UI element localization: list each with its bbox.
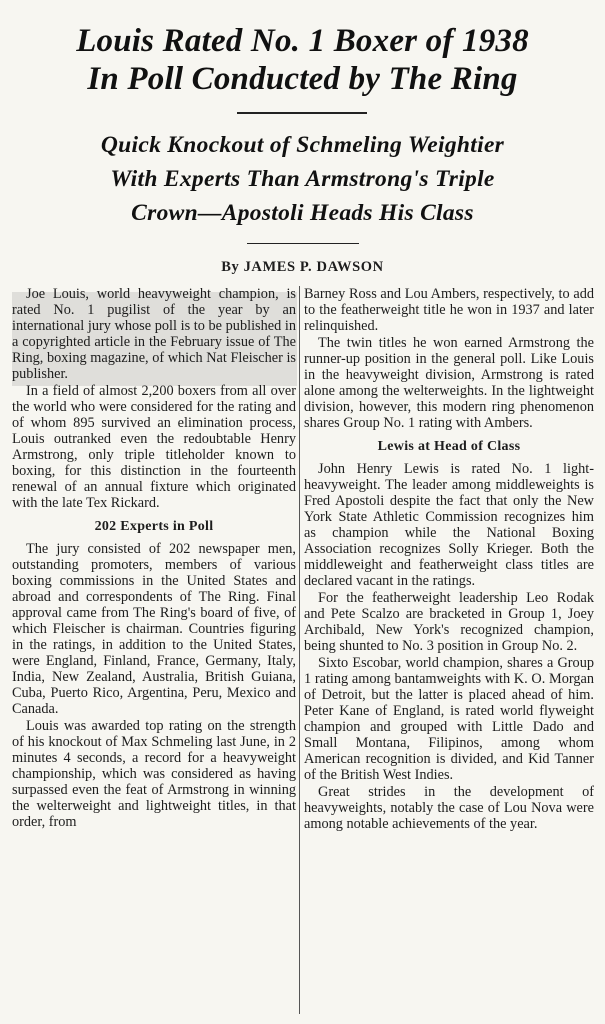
subheadline-line-2: With Experts Than Armstrong's Triple (110, 166, 495, 192)
paragraph: In a field of almost 2,200 boxers from all over the world who were considered for the rating and of whom 895 survived an elimination process, Louis outranked even the redoubtable Henry Armstrong, only triple titleholder known to boxing, for this distinction in the fourteenth renewal of an annual fixture which originated with the late Tex Rickard. (12, 383, 296, 511)
paragraph: Sixto Escobar, world champion, shares a Group 1 rating among bantamweights with K. O. Morgan of Detroit, but the latter is placed ahead of him. Peter Kane of England, is rated world flyweight champion and grouped with Little Dado and Small Montana, Filipinos, among whom American recognition is divided, and Kid Tanner of the British West Indies. (304, 655, 594, 783)
paragraph: Great strides in the development of heavyweights, notably the case of Lou Nova were among notable achievements of the year. (304, 784, 594, 832)
byline: By JAMES P. DAWSON (221, 259, 384, 275)
column-divider (299, 286, 300, 1014)
subheadline-divider (247, 243, 359, 244)
subheadline-line-1: Quick Knockout of Schmeling Weightier (100, 132, 505, 158)
section-subhead: 202 Experts in Poll (94, 519, 214, 534)
paragraph: For the featherweight leadership Leo Rodak and Pete Scalzo are bracketed in Group 1, Joey Archibald, New York's recognized champion, being shunted to No. 3 position in Group No. 2. (304, 590, 594, 654)
paragraph: The twin titles he won earned Armstrong the runner-up position in the general poll. Like Louis in the heavyweight division, Armstrong is rated alone among the welterweights. In the lightweight division, however, this modern ring phenomenon shares Group No. 1 rating with Ambers. (304, 335, 594, 431)
article-column-right (304, 286, 594, 833)
section-subhead: Lewis at Head of Class (377, 439, 521, 454)
paragraph: Barney Ross and Lou Ambers, respectively, to add to the featherweight title he won in 1937 and later relinquished. (304, 286, 594, 334)
paragraph: John Henry Lewis is rated No. 1 light-heavyweight. The leader among middleweights is Fred Apostoli despite the fact that only the New York State Athletic Commission recognizes him as champion while the National Boxing Association recognizes Solly Krieger. Both the middleweight and featherweight class titles are declared vacant in the ratings. (304, 461, 594, 589)
subheadline-line-3: Crown—Apostoli Heads His Class (131, 200, 474, 226)
headline-line-1: Louis Rated No. 1 Boxer of 1938 (76, 23, 529, 59)
paragraph: Joe Louis, world heavyweight champion, is rated No. 1 pugilist of the year by an international jury whose poll is to be published in a copyrighted article in the February issue of The Ring, boxing magazine, of which Nat Fleischer is publisher. (12, 286, 296, 382)
article-column-left (12, 286, 296, 831)
headline-divider (237, 112, 367, 114)
paragraph: The jury consisted of 202 newspaper men, outstanding promoters, members of various boxing commissions in the United States and abroad and correspondents of The Ring. Final approval came from The Ring's board of five, of which Fleischer is chairman. Countries figuring in the ratings, in addition to the United States, were England, Finland, France, Germany, Italy, India, New Zealand, Australia, British Guiana, Cuba, Puerto Rico, Argentina, Peru, Mexico and Canada. (12, 541, 296, 717)
paragraph: Louis was awarded top rating on the strength of his knockout of Max Schmeling last June, in 2 minutes 4 seconds, a record for a heavyweight championship, which was considered as having surpassed even the feat of Armstrong in winning the welterweight and lightweight titles, in that order, from (12, 718, 296, 830)
headline-line-2: In Poll Conducted by The Ring (87, 61, 518, 97)
